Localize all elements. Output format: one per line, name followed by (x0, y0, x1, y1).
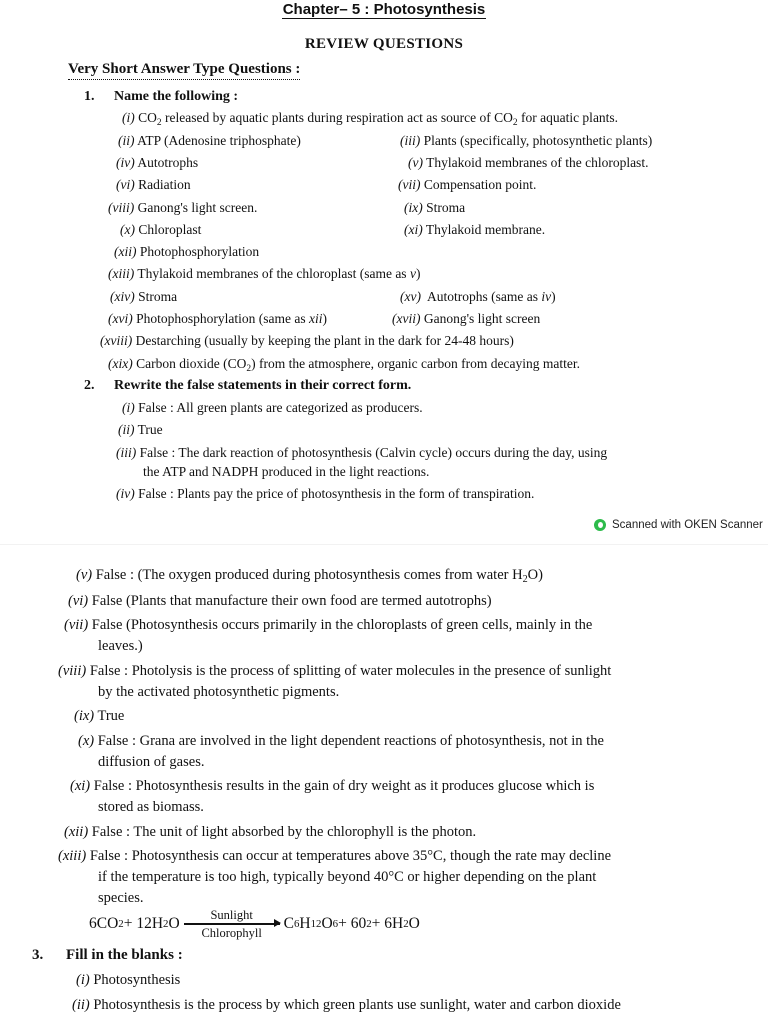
answer-line: diffusion of gases. (98, 754, 205, 770)
reaction-arrow: Sunlight Chlorophyll (184, 908, 280, 940)
answer-line: (xix) Carbon dioxide $(CO_2)$ from the atmosphere, organic carbon from decaying matter. (108, 356, 580, 374)
answer-line: (v) Thylakoid membranes of the chloroplast. (408, 155, 649, 170)
answer-line: by the activated photosynthetic pigments. (98, 684, 340, 700)
answer-line: if the temperature is too high, typically beyond 40°C or higher depending on the plant (98, 869, 597, 885)
answer-line: species. (98, 890, 144, 906)
answer-line: (viii) Ganong's light screen. (108, 200, 258, 215)
answer-line: (xiii) Thylakoid membranes of the chloroplast (same as v) (108, 266, 421, 281)
review-questions-heading: REVIEW QUESTIONS (304, 36, 464, 52)
answer-line: leaves.) (98, 638, 143, 654)
scanner-watermark: Scanned with OKEN Scanner (594, 518, 763, 532)
answer-line: (vii) Compensation point. (398, 177, 537, 192)
chapter-title: Chapter– 5 : Photosynthesis (282, 1, 486, 18)
answer-line: (ix) True (74, 708, 125, 724)
question-number: 1. (84, 89, 95, 104)
answer-line: (viii) False : Photolysis is the process of splitting of water molecules in the presence of sunlight (58, 663, 612, 679)
answer-line: (xviii) Destarching (usually by keeping the plant in the dark for 24-48 hours) (100, 333, 514, 348)
oken-scanner-icon (594, 519, 606, 531)
answer-line: (xii) False : The unit of light absorbed by the chlorophyll is the photon. (64, 824, 477, 840)
answer-line: (v) False : (The oxygen produced during photosynthesis comes from water $H_2O$) (76, 567, 543, 585)
answer-line: (xiii) False : Photosynthesis can occur at temperatures above 35°C, though the rate may decline (58, 848, 612, 864)
answer-line: (ii) Photosynthesis is the process by which green plants use sunlight, water and carbon dioxide (72, 997, 621, 1013)
question-number: 3. (32, 947, 44, 963)
arrow-icon (184, 923, 280, 925)
question-number: 2. (84, 378, 95, 393)
answer-line: (xi) False : Photosynthesis results in the gain of dry weight as it produces glucose which is (70, 778, 595, 794)
answer-line: (vi) Radiation (116, 177, 191, 192)
answer-line: (i) Photosynthesis (76, 972, 181, 988)
answer-line: (vii) False (Photosynthesis occurs primarily in the chloroplasts of green cells, mainly in the (64, 617, 593, 633)
question-heading: Fill in the blanks : (66, 947, 183, 963)
answer-line: (i) $CO_2$ released by aquatic plants during respiration act as source of $CO_2$ for aquatic plants. (122, 110, 619, 128)
answer-line: (iv) Autotrophs (116, 155, 199, 170)
answer-line: (xiv) Stroma (110, 289, 178, 304)
answer-line: (ix) Stroma (404, 200, 466, 215)
answer-line: the ATP and NADPH produced in the light reactions. (143, 464, 430, 479)
answer-line: (xv) Autotrophs (same as iv) (400, 289, 556, 304)
photosynthesis-equation: 6CO 2 + 12H 2 O Sunlight Chlorophyll C 6 H 12 O 6 + 60 2 + 6H 2 O (89, 908, 420, 940)
answer-line: (ii) ATP (Adenosine triphosphate) (118, 133, 301, 148)
answer-line: (xi) Thylakoid membrane. (404, 222, 546, 237)
answer-line: stored as biomass. (98, 799, 204, 815)
answer-line: (iv) False : Plants pay the price of photosynthesis in the form of transpiration. (116, 486, 535, 501)
answer-line: (vi) False (Plants that manufacture their own food are termed autotrophs) (68, 593, 492, 609)
question-heading: Name the following : (114, 89, 239, 104)
answer-line: (x) False : Grana are involved in the light dependent reactions of photosynthesis, not in the (78, 733, 604, 749)
answer-line: (i) False : All green plants are categorized as producers. (122, 400, 423, 415)
answer-line: (xvi) Photophosphorylation (same as xii) (108, 311, 327, 326)
answer-line: (iii) False : The dark reaction of photosynthesis (Calvin cycle) occurs during the day, using (116, 445, 608, 460)
answer-line: (iii) Plants (specifically, photosynthetic plants) (400, 133, 653, 148)
section-heading: Very Short Answer Type Questions : (68, 59, 300, 80)
answer-line: (xii) Photophosphorylation (114, 244, 260, 259)
answer-line: (x) Chloroplast (120, 222, 202, 237)
question-heading: Rewrite the false statements in their correct form. (114, 378, 412, 393)
answer-line: (ii) True (118, 422, 163, 437)
page-divider (0, 544, 768, 545)
answer-line: (xvii) Ganong's light screen (392, 311, 541, 326)
